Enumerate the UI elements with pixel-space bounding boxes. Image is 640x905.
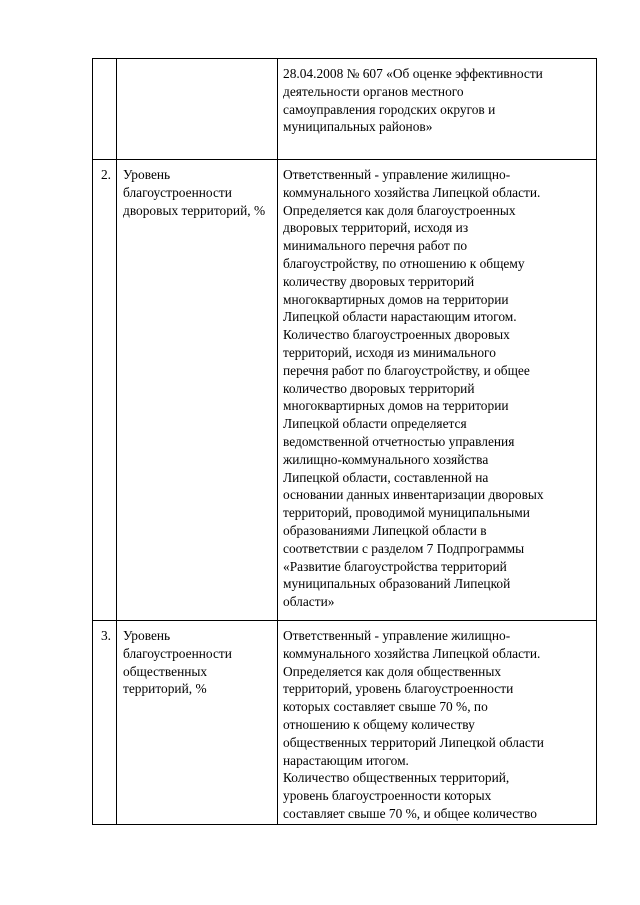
description-line: соответствии с разделом 7 Подпрограммы xyxy=(283,540,525,556)
indicator-name-line: благоустроенности xyxy=(123,184,232,200)
indicator-name-line: дворовых территорий, % xyxy=(123,202,266,218)
description-line: Количество благоустроенных дворовых xyxy=(283,327,510,343)
description-line: образованиями Липецкой области в xyxy=(283,522,487,538)
description-line: коммунального хозяйства Липецкой области. xyxy=(283,645,541,661)
description-line: Липецкой области определяется xyxy=(283,416,467,432)
description-line: муниципальных образований Липецкой xyxy=(283,576,511,592)
row-number-cell xyxy=(93,621,117,825)
description-line: многоквартирных домов на территории xyxy=(283,291,509,307)
description-line: территорий, проводимой муниципальными xyxy=(283,505,530,521)
description-line: которых составляет свыше 70 %, по xyxy=(283,699,488,715)
description-line: территорий, исходя из минимального xyxy=(283,344,496,360)
description-line: Ответственный - управление жилищно- xyxy=(283,167,511,182)
description-line: «Развитие благоустройства территорий xyxy=(283,558,507,574)
indicator-description-cell xyxy=(278,59,597,160)
description-line: территорий, уровень благоустроенности xyxy=(283,681,514,697)
description-line: жилищно-коммунального хозяйства xyxy=(283,451,489,467)
description-line: Определяется как доля общественных xyxy=(283,663,502,679)
description-line: ведомственной отчетностью управления xyxy=(283,433,515,449)
description-line: количество дворовых территорий xyxy=(283,380,475,396)
table-row xyxy=(93,160,597,621)
indicator-name-line: общественных xyxy=(123,663,208,679)
indicator-name-cell xyxy=(117,621,278,825)
description-line: 28.04.2008 № 607 «Об оценке эффективности xyxy=(283,66,543,81)
indicator-description-cell xyxy=(278,621,597,825)
description-line: составляет свыше 70 %, и общее количество xyxy=(283,805,537,821)
row-number-cell xyxy=(93,160,117,621)
description-line: отношению к общему количеству xyxy=(283,716,475,732)
description-line: основании данных инвентаризации дворовых xyxy=(283,487,544,503)
row-number-cell xyxy=(93,59,117,160)
row-number: 3. xyxy=(100,628,111,643)
description-line: многоквартирных домов на территории xyxy=(283,398,509,414)
indicator-name-cell xyxy=(117,59,278,160)
table-row xyxy=(93,621,597,825)
indicator-name-line: территорий, % xyxy=(123,681,207,697)
indicator-name-cell xyxy=(117,160,278,621)
row-number: 2. xyxy=(100,167,111,182)
description-line: деятельности органов местного xyxy=(283,83,464,99)
description-line: благоустройству, по отношению к общему xyxy=(283,255,525,271)
table-row xyxy=(93,59,597,160)
description-line: Ответственный - управление жилищно- xyxy=(283,628,511,643)
description-line: уровень благоустроенности которых xyxy=(283,788,492,804)
description-line: Липецкой области, составленной на xyxy=(283,469,489,485)
description-line: Определяется как доля благоустроенных xyxy=(283,202,516,218)
description-line: дворовых территорий, исходя из xyxy=(283,220,469,236)
indicators-table xyxy=(92,58,597,825)
description-line: муниципальных районов» xyxy=(283,119,433,135)
description-line: самоуправления городских округов и xyxy=(283,101,496,117)
description-line: области» xyxy=(283,594,335,610)
description-line: количеству дворовых территорий xyxy=(283,273,475,289)
description-line: общественных территорий Липецкой области xyxy=(283,734,544,750)
description-line: Количество общественных территорий, xyxy=(283,770,510,786)
description-line: коммунального хозяйства Липецкой области. xyxy=(283,184,541,200)
indicator-name-line: Уровень xyxy=(123,628,171,643)
description-line: Липецкой области нарастающим итогом. xyxy=(283,309,517,325)
description-line: перечня работ по благоустройству, и общее xyxy=(283,362,530,378)
description-line: нарастающим итогом. xyxy=(283,752,409,768)
indicators-table-body xyxy=(93,59,597,825)
indicator-name-line: благоустроенности xyxy=(123,645,232,661)
indicator-name-line: Уровень xyxy=(123,167,171,182)
indicator-description-cell xyxy=(278,160,597,621)
description-line: минимального перечня работ по xyxy=(283,238,468,254)
